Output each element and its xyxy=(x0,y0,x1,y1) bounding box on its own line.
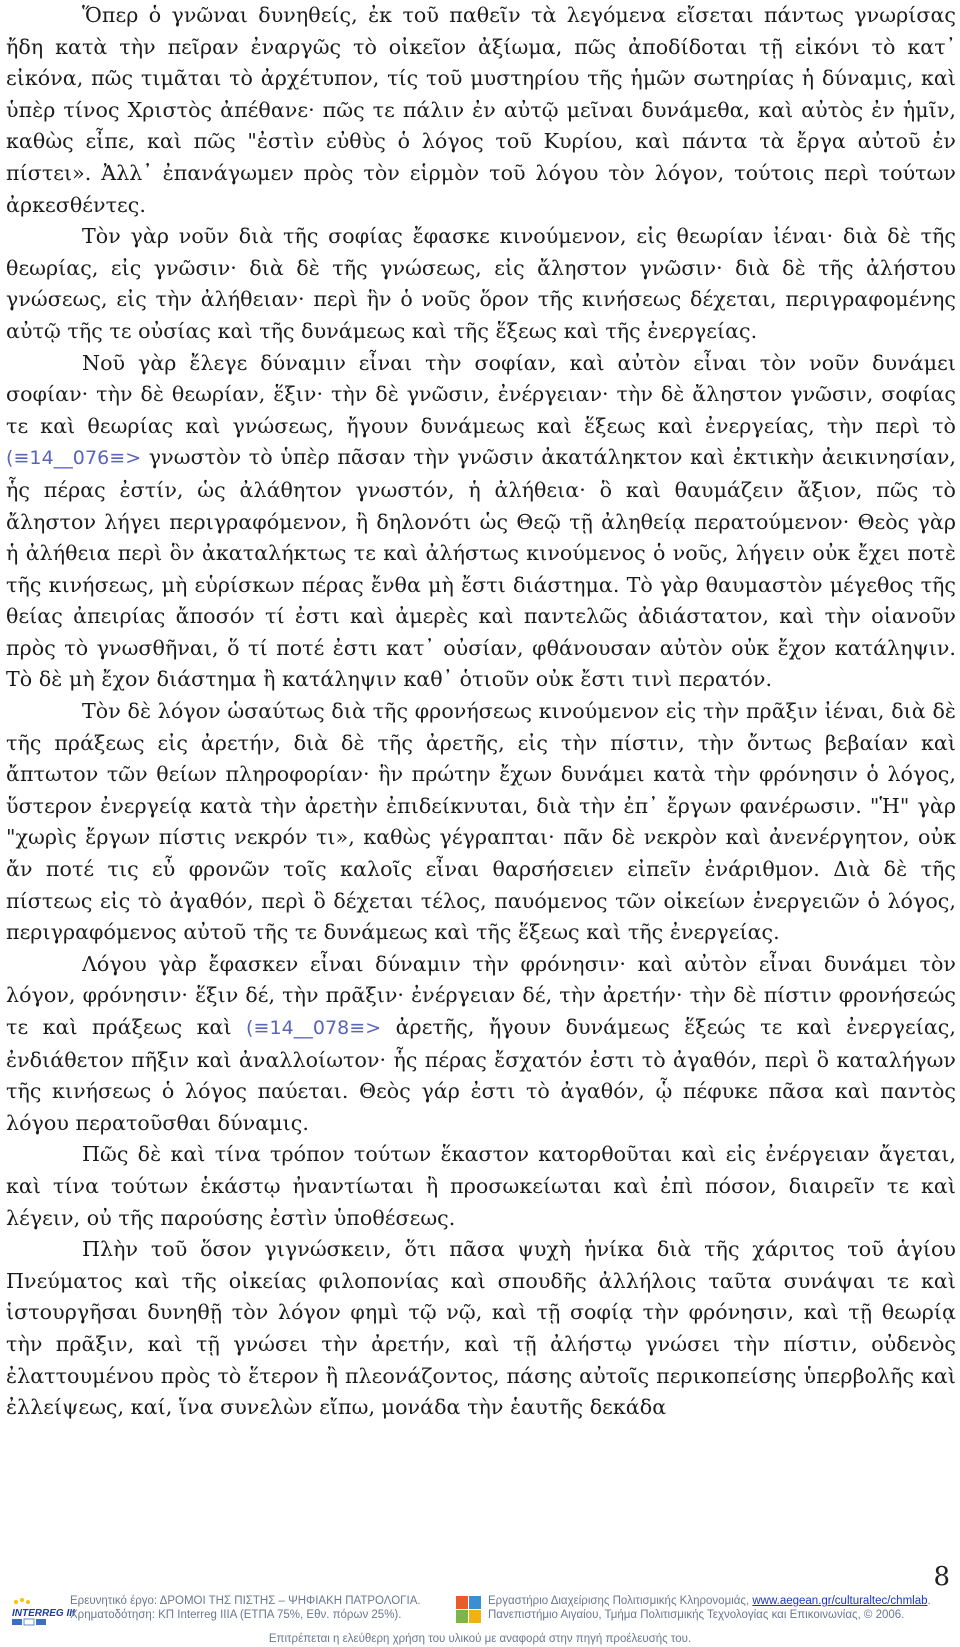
footer-lab-info xyxy=(456,1594,956,1630)
footer-university: Πανεπιστήμιο Αιγαίου, Τμήμα Πολιτισμικής Τεχνολογίας και Επικοινωνίας, © 2006. xyxy=(488,1609,905,1621)
paragraph xyxy=(6,1139,956,1234)
footer-project-info xyxy=(10,1594,450,1630)
paragraph-text: Τὸν γὰρ νοῦν διὰ τῆς σοφίας ἔφασκε κινούμενον, εἰς θεωρίαν ἰέναι· διὰ δὲ τῆς θεωρίας, εἰς γνῶσιν· διὰ δὲ τῆς γνώσεως, εἰς ἄληστον γνῶσιν· διὰ δὲ τῆς ἀλήστου γνώσεως, εἰς τὴν ἀλήθειαν· περὶ ἣν ὁ νοῦς ὅρον τῆς κινήσεως δέχεται, περιγραφομένης αὐτῷ τῆς τε οὐσίας καὶ τῆς δυνάμεως καὶ τῆς ἕξεως καὶ τῆς ἐνεργείας. xyxy=(6,224,956,343)
paragraph xyxy=(6,1234,956,1424)
paragraph-text: Τὸν δὲ λόγον ὡσαύτως διὰ τῆς φρονήσεως κινούμενον εἰς τὴν πρᾶξιν ἰέναι, διὰ δὲ τῆς πράξεως εἰς ἀρετήν, διὰ δὲ τῆς ἀρετῆς, εἰς τὴν πίστιν, τὴν ὄντως βεβαίαν καὶ ἄπτωτον τῶν θείων πληροφορίαν· ἣν πρώτην ἔχων δυνάμει κατὰ τὴν φρόνησιν ὁ λόγος, ὕστερον ἐνεργείᾳ κατὰ τὴν ἀρετὴν ἐπιδείκνυται, διὰ τὴν ἐπ᾽ ἔργων φανέρωσιν. "Ἡ" γὰρ "χωρὶς ἔργων πίστις νεκρόν τι», καθὼς γέγραπται· πᾶν δὲ νεκρὸν καὶ ἀνενέργητον, οὐκ ἄν ποτέ τις εὖ φρονῶν τοῖς καλοῖς εἶναι θαρσήσειεν εἰπεῖν ἐνάριθμον. Διὰ δὲ τῆς πίστεως εἰς τὸ ἀγαθόν, περὶ ὃ δέχεται τέλος, παυόμενος τῶν οἰκείων ἐνεργειῶν ὁ λόγος, περιγραφόμενος αὐτοῦ τῆς τε δυνάμεως καὶ τῆς ἕξεως καὶ τῆς ἐνεργείας. xyxy=(6,699,956,945)
paragraph-text: γνωστὸν τὸ ὑπὲρ πᾶσαν τὴν γνῶσιν ἀκατάληκτον καὶ ἐκτικὴν ἀεικινησίαν, ἧς πέρας ἐστίν, ὡς ἀλάθητον γνωστόν, ἡ ἀλήθεια· ὃ καὶ θαυμάζειν ἄξιον, πῶς τὸ ἄληστον λήγει περιγραφόμενον, ἢ δηλονότι ὡς Θεῷ τῇ ἀληθείᾳ περατούμενον· Θεὸς γὰρ ἡ ἀλήθεια περὶ ὃν ἀκαταλήκτως τε καὶ ἀλήστως κινούμενος ὁ νοῦς, λήγειν οὐκ ἔχει ποτὲ τῆς κινήσεως, μὴ εὑρίσκων πέρας ἔνθα μὴ ἔστι διάστημα. Τὸ γὰρ θαυμαστὸν μέγεθος τῆς θείας ἀπειρίας ἄποσόν τί ἐστι καὶ ἀμερὲς καὶ παντελῶς ἀδιάστατον, καὶ τὴν οἱανοῦν πρὸς τὸ γνωσθῆναι, ὅ τί ποτέ ἐστι κατ᾽ οὐσίαν, φθάνουσαν αὐτὸν οὐκ ἔχον κατάληψιν. Τὸ δὲ μὴ ἔχον διάστημα ἢ κατάληψιν καθ᾽ ὁτιοῦν οὐκ ἔστι τινὶ περατόν. xyxy=(6,445,956,692)
page-reference-marker: (≡14__078≡> xyxy=(246,1017,382,1039)
footer-lab-link[interactable]: www.aegean.gr/culturaltec/chmlab xyxy=(752,1595,928,1607)
paragraph-text: ἀρετῆς, ἤγουν δυνάμεως ἕξεώς τε καὶ ἐνεργείας, ἐνδιάθετον πῆξιν καὶ ἀναλλοίωτον· ἧς πέρας ἔσχατόν ἐστι τὸ ἀγαθόν, περὶ ὃ καταλήγων τῆς κινήσεως ὁ λόγος παύεται. Θεὸς γάρ ἐστι τὸ ἀγαθόν, ᾧ πέφυκε πᾶσα καὶ παντὸς λόγου περατοῦσθαι δύναμις. xyxy=(6,1015,956,1135)
footer-license-note: Επιτρέπεται η ελεύθερη χρήση του υλικού με αναφορά στην πηγή προέλευσής του. xyxy=(268,1633,692,1645)
page-footer xyxy=(0,1590,960,1647)
paragraph-text: Νοῦ γὰρ ἔλεγε δύναμιν εἶναι τὴν σοφίαν, καὶ αὐτὸν εἶναι τὸν νοῦν δυνάμει σοφίαν· τὴν δὲ θεωρίαν, ἕξιν· τὴν δὲ γνῶσιν, ἐνέργειαν· τὴν δὲ ἄληστον γνῶσιν, σοφίας τε καὶ θεωρίας καὶ γνώσεως, ἤγουν δυνάμεως καὶ ἕξεως καὶ ἐνεργείας, τὴν περὶ τὸ xyxy=(6,350,956,438)
paragraph-text: Πῶς δὲ καὶ τίνα τρόπον τούτων ἕκαστον κατορθοῦται καὶ εἰς ἐνέργειαν ἄγεται, καὶ τίνα τούτων ἑκάστῳ ἠναντίωται ἢ προσωκείωται καὶ ἐπὶ πόσον, διαιρεῖν τε καὶ λέγειν, οὐ τῆς παρούσης ἐστὶν ὑποθέσεως. xyxy=(6,1142,956,1230)
paragraph xyxy=(6,348,956,697)
footer-funding: Χρηματοδότηση: ΚΠ Interreg IIIA (ΕΤΠΑ 75%, Εθν. πόρων 25%). xyxy=(70,1609,402,1621)
interreg-logo-icon xyxy=(10,1596,75,1626)
footer-lab-suffix: . xyxy=(927,1595,931,1607)
paragraph-text: Πλὴν τοῦ ὅσον γιγνώσκειν, ὅτι πᾶσα ψυχὴ ἡνίκα διὰ τῆς χάριτος τοῦ ἁγίου Πνεύματος καὶ τῆς οἰκείας φιλοπονίας καὶ σπουδῆς ἀλλήλοις ταῦτα συνάψαι τε καὶ ἱστουργῆσαι δυνηθῇ τὸν λόγον φημὶ τῷ νῷ, καὶ τῇ σοφίᾳ τὴν φρόνησιν, καὶ τῇ θεωρίᾳ τὴν πρᾶξιν, καὶ τῇ γνώσει τὴν ἀρετήν, καὶ τῇ ἀλήστῳ γνώσει τὴν πίστιν, οὐδενὸς ἐλαττουμένου πρὸς τὸ ἕτερον ἢ πλεονάζοντος, πάσης αὐτοῖς περικοπείσης ὑπερβολῆς καὶ ἐλλείψεως, καί, ἵνα συνελὼν εἴπω, μονάδα τὴν ἑαυτῆς δεκάδα xyxy=(6,1237,956,1420)
page-number: 8 xyxy=(933,1562,950,1592)
paragraph-text: Ὅπερ ὁ γνῶναι δυνηθείς, ἐκ τοῦ παθεῖν τὰ λεγόμενα εἴσεται πάντως γνωρίσας ἤδη κατὰ τὴν πεῖραν ἐναργῶς τὸ οἰκεῖον ἀξίωμα, πῶς ἀποδίδοται τῇ εἰκόνι τὸ κατ᾽ εἰκόνα, πῶς τιμᾶται τὸ ἀρχέτυπον, τίς τοῦ μυστηρίου τῆς ἡμῶν σωτηρίας ἡ δύναμις, καὶ ὑπὲρ τίνος Χριστὸς ἀπέθανε· πῶς τε πάλιν ἐν αὐτῷ μεῖναι δυνάμεθα, καὶ αὐτὸς ἐν ἡμῖν, καθὼς εἶπε, καὶ πῶς "ἐστὶν εὐθὺς ὁ λόγος τοῦ Κυρίου, καὶ πάντα τὰ ἔργα αὐτοῦ ἐν πίστει». Ἀλλ᾽ ἐπανάγωμεν πρὸς τὸν εἱρμὸν τοῦ λόγου τὸν λόγον, τούτοις περὶ τούτων ἀρκεσθέντες. xyxy=(6,3,956,217)
document-body xyxy=(6,0,956,1424)
paragraph xyxy=(6,221,956,347)
footer-project-title: Ερευνητικό έργο: ΔΡΟΜΟΙ ΤΗΣ ΠΙΣΤΗΣ – ΨΗΦΙΑΚΗ ΠΑΤΡΟΛΟΓΙΑ. xyxy=(70,1595,421,1607)
paragraph xyxy=(6,0,956,221)
lab-logo-icon xyxy=(456,1596,482,1624)
paragraph xyxy=(6,949,956,1140)
footer-lab-name: Εργαστήριο Διαχείρισης Πολιτισμικής Κληρονομιάς, xyxy=(488,1595,753,1607)
paragraph-text: Λόγου γὰρ ἔφασκεν εἶναι δύναμιν τὴν φρόνησιν· καὶ αὐτὸν εἶναι δυνάμει τὸν λόγον, φρόνησιν· ἕξιν δέ, τὴν πρᾶξιν· ἐνέργειαν δέ, τὴν ἀρετήν· τὴν δὲ πίστιν φρονήσεώς τε καὶ πράξεως καὶ xyxy=(6,951,956,1039)
svg-text:INTERREG III: INTERREG III xyxy=(12,1608,75,1619)
paragraph xyxy=(6,696,956,949)
page-reference-marker: (≡14__076≡> xyxy=(6,447,142,470)
